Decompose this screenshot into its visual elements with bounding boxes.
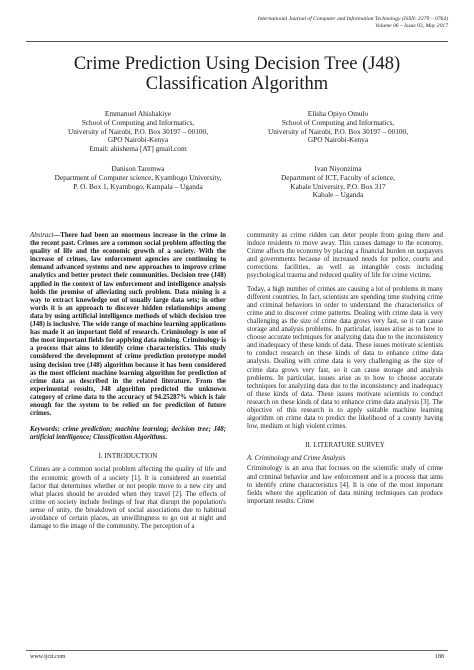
author-3 xyxy=(38,165,238,191)
body-paragraph: community as crime ridden can deter people from going there and induce residents to move away. This causes damage to the economy. Crime affects the economy by placing a financial burden on taxpayers and governments because of increased needs for police, courts and corrections facilities, as well as intangible costs including psychological trauma and reduced quality of life for crime victims. xyxy=(247,232,443,280)
author-email: Email: ahishema [AT] gmail.com xyxy=(89,144,187,154)
body-paragraph: Criminology is an area that focuses on the scientific study of crime and criminal behavior and law enforcement and is a process that aims to identify crime characteristics [4]. It is one of the most important fields where the application of data mining techniques can produce important results. Crime xyxy=(247,465,443,505)
author-affiliation: Department of Computer science, Kyambogo University, xyxy=(54,172,222,182)
author-affiliation: P. O. Box 1, Kyambogo, Kampala – Uganda xyxy=(73,181,203,191)
author-4 xyxy=(238,165,438,200)
author-name: Emmanuel Ahishakiye xyxy=(104,109,172,118)
right-column xyxy=(247,232,443,506)
abstract-lead: Abstract xyxy=(30,232,54,239)
journal-header xyxy=(148,16,448,31)
author-affiliation: GPO Nairobi-Kenya xyxy=(307,135,369,145)
author-affiliation: GPO Nairobi-Kenya xyxy=(107,135,169,145)
section-heading-literature-survey: II. LITERATURE SURVEY xyxy=(305,441,385,450)
author-affiliation: Kabale University, P.O. Box 317 xyxy=(290,181,386,191)
author-2 xyxy=(238,110,438,145)
abstract xyxy=(30,232,226,418)
journal-line-1: International Journal of Computer and Information Technology (ISSN: 2279 – 0764) xyxy=(257,16,448,22)
subsection-heading: A. Criminology and Crime Analysis xyxy=(247,455,346,463)
title-line-2: Classification Algorithm xyxy=(145,74,329,94)
author-affiliation: Kabale – Uganda xyxy=(312,190,364,200)
author-1 xyxy=(38,110,238,154)
author-affiliation: School of Computing and Informatics, xyxy=(281,117,395,127)
author-name: Danison Taremwa xyxy=(111,164,165,173)
author-name: Ivan Niyonzima xyxy=(314,164,362,173)
paper-title xyxy=(40,54,434,94)
author-affiliation: Department of ICT, Faculty of science, xyxy=(281,172,395,182)
body-paragraph: Today, a high number of crimes are causing a lot of problems in many different countries. In fact, scientists are spending time studying crime and criminal behaviors in order to understand the characteristics of crime and to discover crime patterns. Dealing with crime data is very challenging as the size of crime data grows very fast, so it can cause storage and analysis problems. In particular, issues arise as to how to choose accurate techniques for analyzing data due to the inconsistency and inadequacy of these kinds of data. These issues motivate scientists to conduct research on these kinds of data to enhance crime data analysis. Dealing with crime data is very challenging as the size of crime data grows very fast, so it can cause storage and analysis problems. In particular, issues arise as to how to choose accurate techniques for analyzing data due to the inconsistency and inadequacy of these kinds of data. These issues motivate scientists to conduct research on these kinds of data to enhance crime data analysis [3]. The objective of this research is to apply suitable machine learning algorithm on crime data to predict the likelihood of a county having low, medium or high violent crimes. xyxy=(247,285,443,431)
author-affiliation: University of Nairobi, P.O. Box 30197 – 00100, xyxy=(267,126,409,136)
footer-url[interactable]: www.ijcit.com xyxy=(30,654,66,660)
header-rule xyxy=(26,41,448,42)
abstract-text: —There had been an enormous increase in the crime in the recent past. Crimes are a common social problem affecting the quality of life and the economic growth of a society. With the increase of crimes, law enforcement agencies are continuing to demand advanced systems and new approaches to improve crime analytics and better protect their communities. Decision tree (J48) applied in the context of law enforcement and intelligence analysis holds the promise of alleviating such problem. Data mining is a way to extract knowledge out of usually large data sets; in other words it is an approach to discover hidden relationships among data by using artificial intelligence methods of which decision tree (J48) is inclusive. The wide range of machine learning applications has made it an important field of research. Criminology is one of the most important fields for applying data mining. Criminology is a process that aims to identify crime characteristics. This study considered the development of crime prediction prototype model using decision tree (J48) algorithm because it has been considered as the most efficient machine learning algorithm for prediction of crime data as described in the related literature. From the experimental results, J48 algorithm predicted the unknown category of crime data to the accuracy of 94.25287% which is fair enough for the system to be relied on for prediction of future crimes. xyxy=(30,232,226,418)
page-number: 188 xyxy=(435,654,444,660)
footer-rule xyxy=(26,650,448,651)
author-affiliation: University of Nairobi, P.O. Box 30197 – 00100, xyxy=(67,126,209,136)
author-affiliation: School of Computing and Informatics, xyxy=(81,117,195,127)
journal-line-2: Volume 06 – Issue 03, May 2017 xyxy=(375,23,448,30)
intro-paragraph: Crimes are a common social problem affecting the quality of life and the economic growth of a society [1]. It is considered an essential factor that determines whether or not people move to a new city and what places should be avoided when they travel [2]. The effects of crime on society include feelings of fear that disrupt the population's sense of unity, the breakdown of social associations due to habitual avoidance of certain places, an unwillingness to go out at night and damage to the image of the community. The perception of a xyxy=(30,466,226,531)
keywords: Keywords: crime prediction; machine learning; decision tree; J48; artificial intelligence; Classification Algorithms. xyxy=(30,426,226,442)
title-line-1: Crime Prediction Using Decision Tree (J48) xyxy=(73,54,401,74)
left-column xyxy=(30,232,226,531)
section-heading-introduction: I. INTRODUCTION xyxy=(98,452,158,461)
author-name: Elisha Opiyo Omulo xyxy=(307,109,369,118)
